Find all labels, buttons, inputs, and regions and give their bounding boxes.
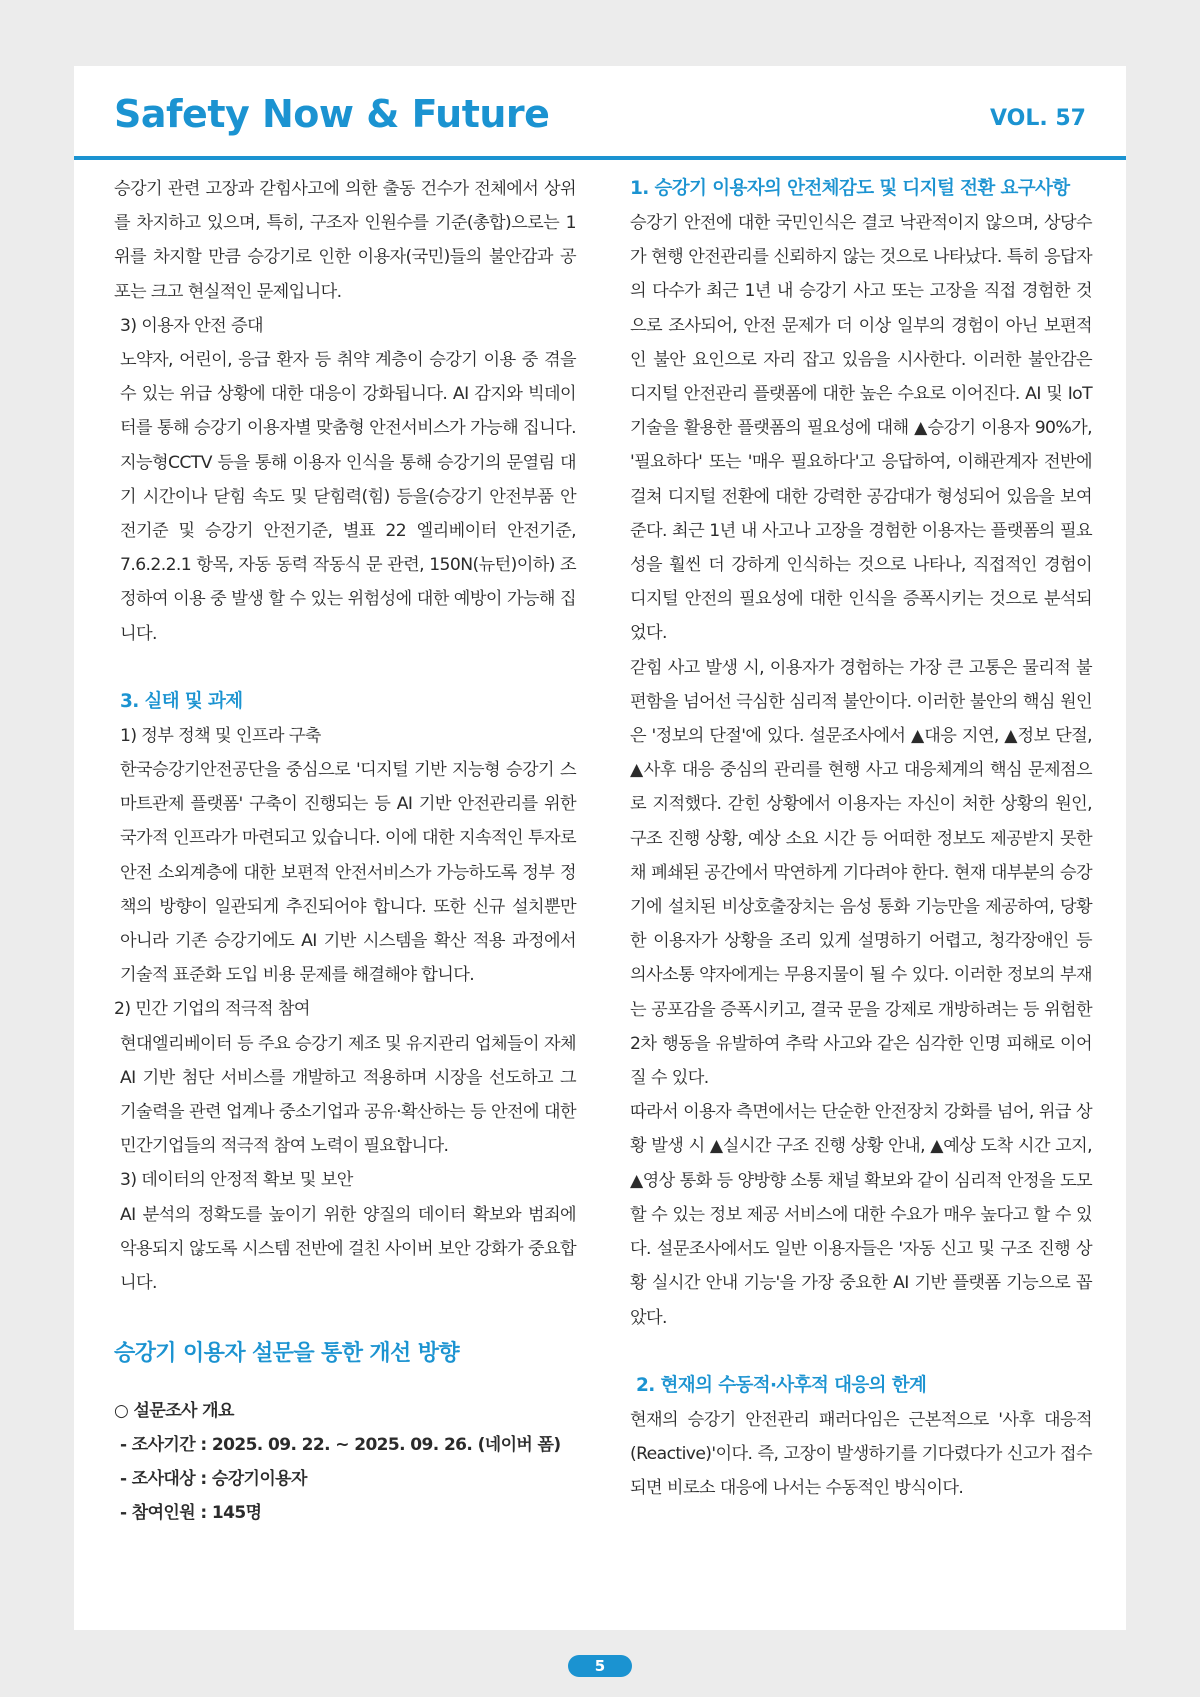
paragraph: 한국승강기안전공단을 중심으로 '디지털 기반 지능형 승강기 스마트관제 플랫폼' 구축이 진행되는 등 AI 기반 안전관리를 위한 국가적 인프라가 마련되고 있습니다. 이에 대한 지속적인 투자로 안전 소외계층에 대한 보편적 안전서비스가 가능하도록 정부 정책의 방향이 일관되게 추진되어야 합니다. 또한 신규 설치뿐만 아니라 기존 승강기에도 AI 기반 시스템을 확산 적용 과정에서 기술적 표준화 도입 비용 문제를 해결해야 합니다. bbox=[120, 760, 576, 986]
paragraph: 현대엘리베이터 등 주요 승강기 제조 및 유지관리 업체들이 자체 AI 기반 첨단 서비스를 개발하고 적용하며 시장을 선도하고 그 기술력을 관련 업계나 중소기업과 공유·확산하는 등 안전에 대한 민간기업들의 적극적 참여 노력이 필요합니다. bbox=[120, 1033, 576, 1157]
paragraph: 현재의 승강기 안전관리 패러다임은 근본적으로 '사후 대응적(Reactive)'이다. 즉, 고장이 발생하기를 기다렸다가 신고가 접수되면 비로소 대응에 나서는 수동적인 방식이다. bbox=[630, 1409, 1092, 1499]
survey-period: - 조사기간 : 2025. 09. 22. ~ 2025. 09. 26. (네이버 폼) bbox=[120, 1435, 561, 1456]
paragraph: 갇힘 사고 발생 시, 이용자가 경험하는 가장 큰 고통은 물리적 불편함을 넘어선 극심한 심리적 불안이다. 이러한 불안의 핵심 원인은 '정보의 단절'에 있다. 설문조사에서 ▲대응 지연, ▲정보 단절, ▲사후 대응 중심의 관리를 현행 사고 대응체계의 핵심 문제점으로 지적했다. 갇힌 상황에서 이용자는 자신이 처한 상황의 원인, 구조 진행 상황, 예상 소요 시간 등 어떠한 정보도 제공받지 못한 채 폐쇄된 공간에서 막연하게 기다려야 한다. 현재 대부분의 승강기에 설치된 비상호출장치는 음성 통화 기능만을 제공하여, 당황한 이용자가 상황을 조리 있게 설명하기 어렵고, 청각장애인 등 의사소통 약자에게는 무용지물이 될 수 있다. 이러한 정보의 부재는 공포감을 증폭시키고, 결국 문을 강제로 개방하려는 등 위험한 2차 행동을 유발하여 추락 사고와 같은 심각한 인명 피해로 이어질 수 있다. bbox=[630, 657, 1092, 1089]
magazine-title: Safety Now & Future bbox=[114, 92, 550, 136]
paragraph: 승강기 안전에 대한 국민인식은 결코 낙관적이지 않으며, 상당수가 현행 안전관리를 신뢰하지 않는 것으로 나타났다. 특히 응답자의 다수가 최근 1년 내 승강기 사고 또는 고장을 직접 경험한 것으로 조사되어, 안전 문제가 더 이상 일부의 경험이 아닌 보편적인 불안 요인으로 자리 잡고 있음을 시사한다. 이러한 불안감은 디지털 안전관리 플랫폼에 대한 높은 수요로 이어진다. AI 및 IoT 기술을 활용한 플랫폼의 필요성에 대해 ▲승강기 이용자 90%가, '필요하다' 또는 '매우 필요하다'고 응답하여, 이해관계자 전반에 걸쳐 디지털 전환에 대한 강력한 공감대가 형성되어 있음을 보여준다. 최근 1년 내 사고나 고장을 경험한 이용자는 플랫폼의 필요성을 훨씬 더 강하게 인식하는 것으로 나타나, 직접적인 경험이 디지털 안전의 필요성에 대한 인식을 증폭시키는 것으로 분석되었다. bbox=[630, 213, 1092, 644]
subheading: 3) 이용자 안전 증대 bbox=[120, 315, 264, 336]
paragraph: 승강기 관련 고장과 갇힘사고에 의한 출동 건수가 전체에서 상위를 차지하고 있으며, 특히, 구조자 인원수를 기준(총합)으로는 1위를 차지할 만큼 승강기로 인한 이용자(국민)들의 불안감과 공포는 크고 현실적인 문제입니다. bbox=[114, 179, 576, 302]
volume-number: VOL. 57 bbox=[990, 106, 1086, 131]
page bbox=[74, 66, 1126, 1630]
section-heading: 2. 현재의 수동적·사후적 대응의 한계 bbox=[636, 1374, 927, 1396]
survey-overview: ○ 설문조사 개요 bbox=[114, 1401, 234, 1422]
subheading: 2) 민간 기업의 적극적 참여 bbox=[114, 999, 310, 1020]
right-column bbox=[630, 172, 1092, 1505]
subheading: 3) 데이터의 안정적 확보 및 보안 bbox=[120, 1170, 353, 1191]
section-heading: 3. 실태 및 과제 bbox=[120, 690, 243, 712]
paragraph: AI 분석의 정확도를 높이기 위한 양질의 데이터 확보와 범죄에 악용되지 않도록 시스템 전반에 걸친 사이버 보안 강화가 중요합니다. bbox=[120, 1204, 576, 1294]
paragraph: 노약자, 어린이, 응급 환자 등 취약 계층이 승강기 이용 중 겪을 수 있는 위급 상황에 대한 대응이 강화됩니다. AI 감지와 빅데이터를 통해 승강기 이용자별 맞춤형 안전서비스가 가능해 집니다. 지능형CCTV 등을 통해 이용자 인식을 통해 승강기의 문열림 대기 시간이나 닫힘 속도 및 닫힘력(힘) 등을(승강기 안전부품 안전기준 및 승강기 안전기준, 별표 22 엘리베이터 안전기준, 7.6.2.2.1 항목, 자동 동력 작동식 문 관련, 150N(뉴턴)이하) 조정하여 이용 중 발생 할 수 있는 위험성에 대한 예방이 가능해 집니다. bbox=[120, 350, 576, 644]
survey-target: - 조사대상 : 승강기이용자 bbox=[120, 1469, 307, 1490]
survey-heading: 승강기 이용자 설문을 통한 개선 방향 bbox=[114, 1341, 460, 1367]
page-header bbox=[74, 66, 1126, 160]
section-heading: 1. 승강기 이용자의 안전체감도 및 디지털 전환 요구사항 bbox=[630, 178, 1070, 199]
left-column bbox=[114, 172, 576, 1530]
page-number: 5 bbox=[568, 1655, 632, 1677]
paragraph: 따라서 이용자 측면에서는 단순한 안전장치 강화를 넘어, 위급 상황 발생 시 ▲실시간 구조 진행 상황 안내, ▲예상 도착 시간 고지, ▲영상 통화 등 양방향 소통 채널 확보와 같이 심리적 안정을 도모할 수 있는 정보 제공 서비스에 대한 수요가 매우 높다고 할 수 있다. 설문조사에서도 일반 이용자들은 '자동 신고 및 구조 진행 상황 실시간 안내 기능'을 가장 중요한 AI 기반 플랫폼 기능으로 꼽았다. bbox=[630, 1102, 1092, 1328]
survey-count: - 참여인원 : 145명 bbox=[120, 1503, 262, 1524]
subheading: 1) 정부 정책 및 인프라 구축 bbox=[120, 725, 321, 746]
